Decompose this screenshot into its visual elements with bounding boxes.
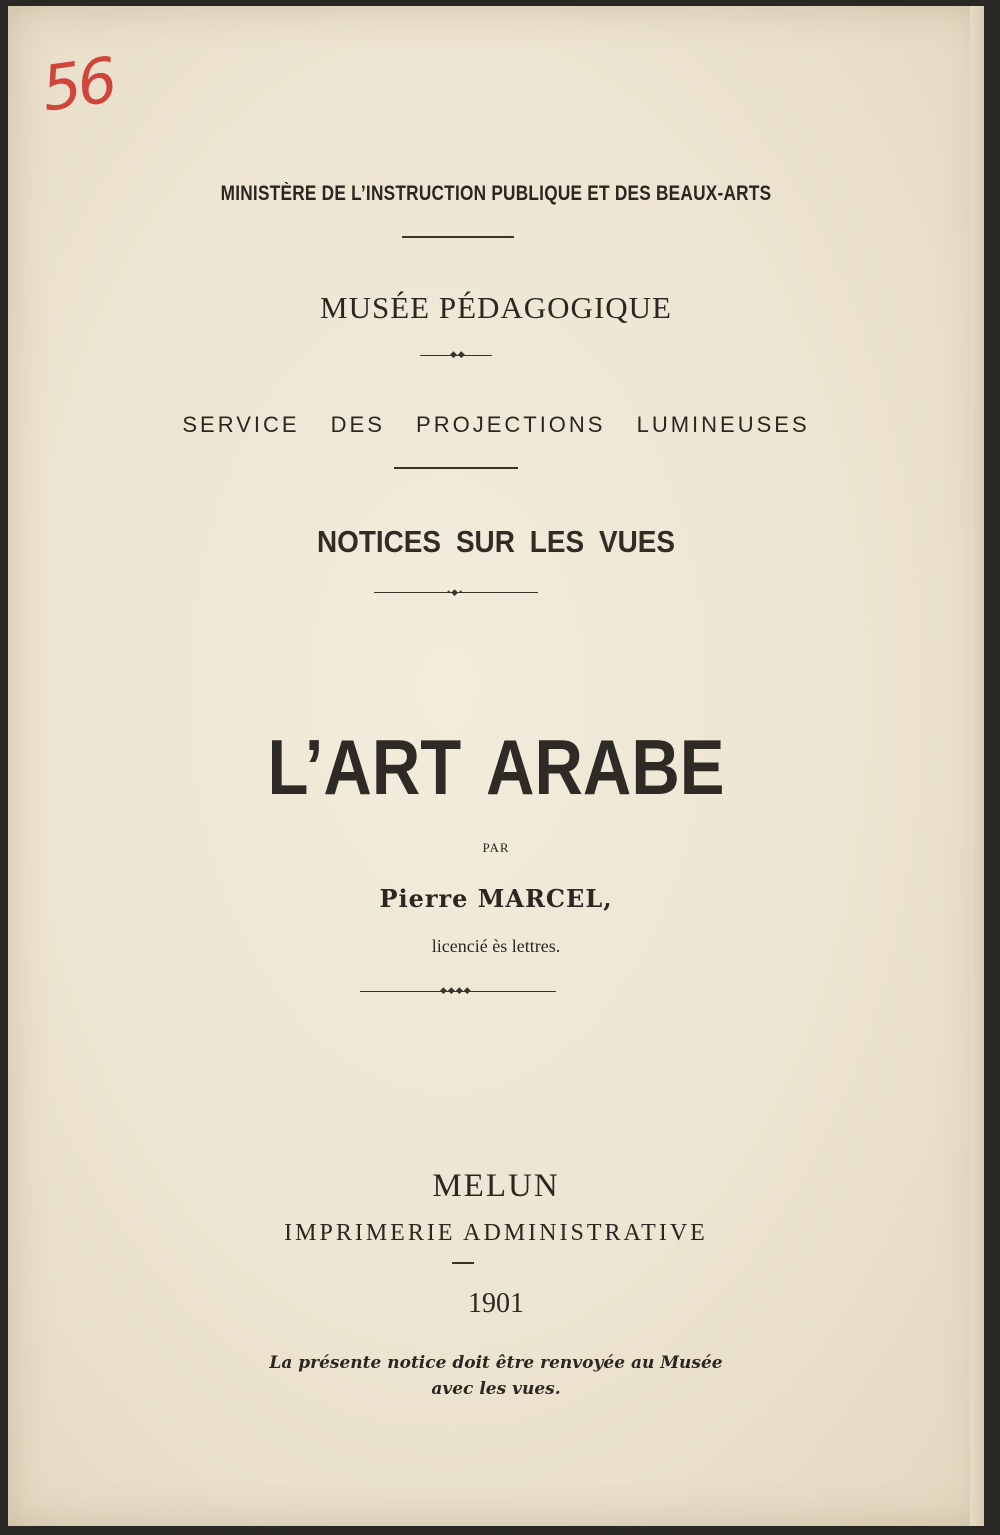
handwritten-number: 56	[37, 43, 118, 126]
return-note	[8, 1350, 984, 1402]
return-note-line-1: La présente notice doit être renvoyée au Musée	[269, 1353, 723, 1373]
by-label: PAR	[482, 840, 510, 855]
notices-heading: NOTICES SUR LES VUES	[316, 524, 676, 559]
return-note-line-2: avec les vues.	[431, 1379, 561, 1399]
service-heading: SERVICE DES PROJECTIONS LUMINEUSES	[182, 412, 810, 437]
printer: IMPRIMERIE ADMINISTRATIVE	[284, 1220, 708, 1246]
author-degree: licencié ès lettres.	[431, 936, 561, 956]
year: 1901	[468, 1288, 524, 1319]
divider-3	[394, 467, 518, 469]
ornament-2: ◆◆	[450, 349, 466, 359]
divider-6	[452, 1262, 474, 1264]
book-title: L’ART ARABE	[267, 723, 725, 811]
document-page	[8, 6, 984, 1526]
city: MELUN	[432, 1168, 560, 1204]
divider-1	[402, 236, 514, 238]
ornament-5: ◆◆◆◆	[440, 985, 472, 995]
ministry-heading: MINISTÈRE DE L’INSTRUCTION PUBLIQUE ET DES BEAUX-ARTS	[220, 182, 772, 205]
museum-heading: MUSÉE PÉDAGOGIQUE	[320, 290, 672, 325]
ornament-4: •◆•	[447, 587, 464, 597]
author-name: Pierre MARCEL,	[379, 884, 613, 913]
